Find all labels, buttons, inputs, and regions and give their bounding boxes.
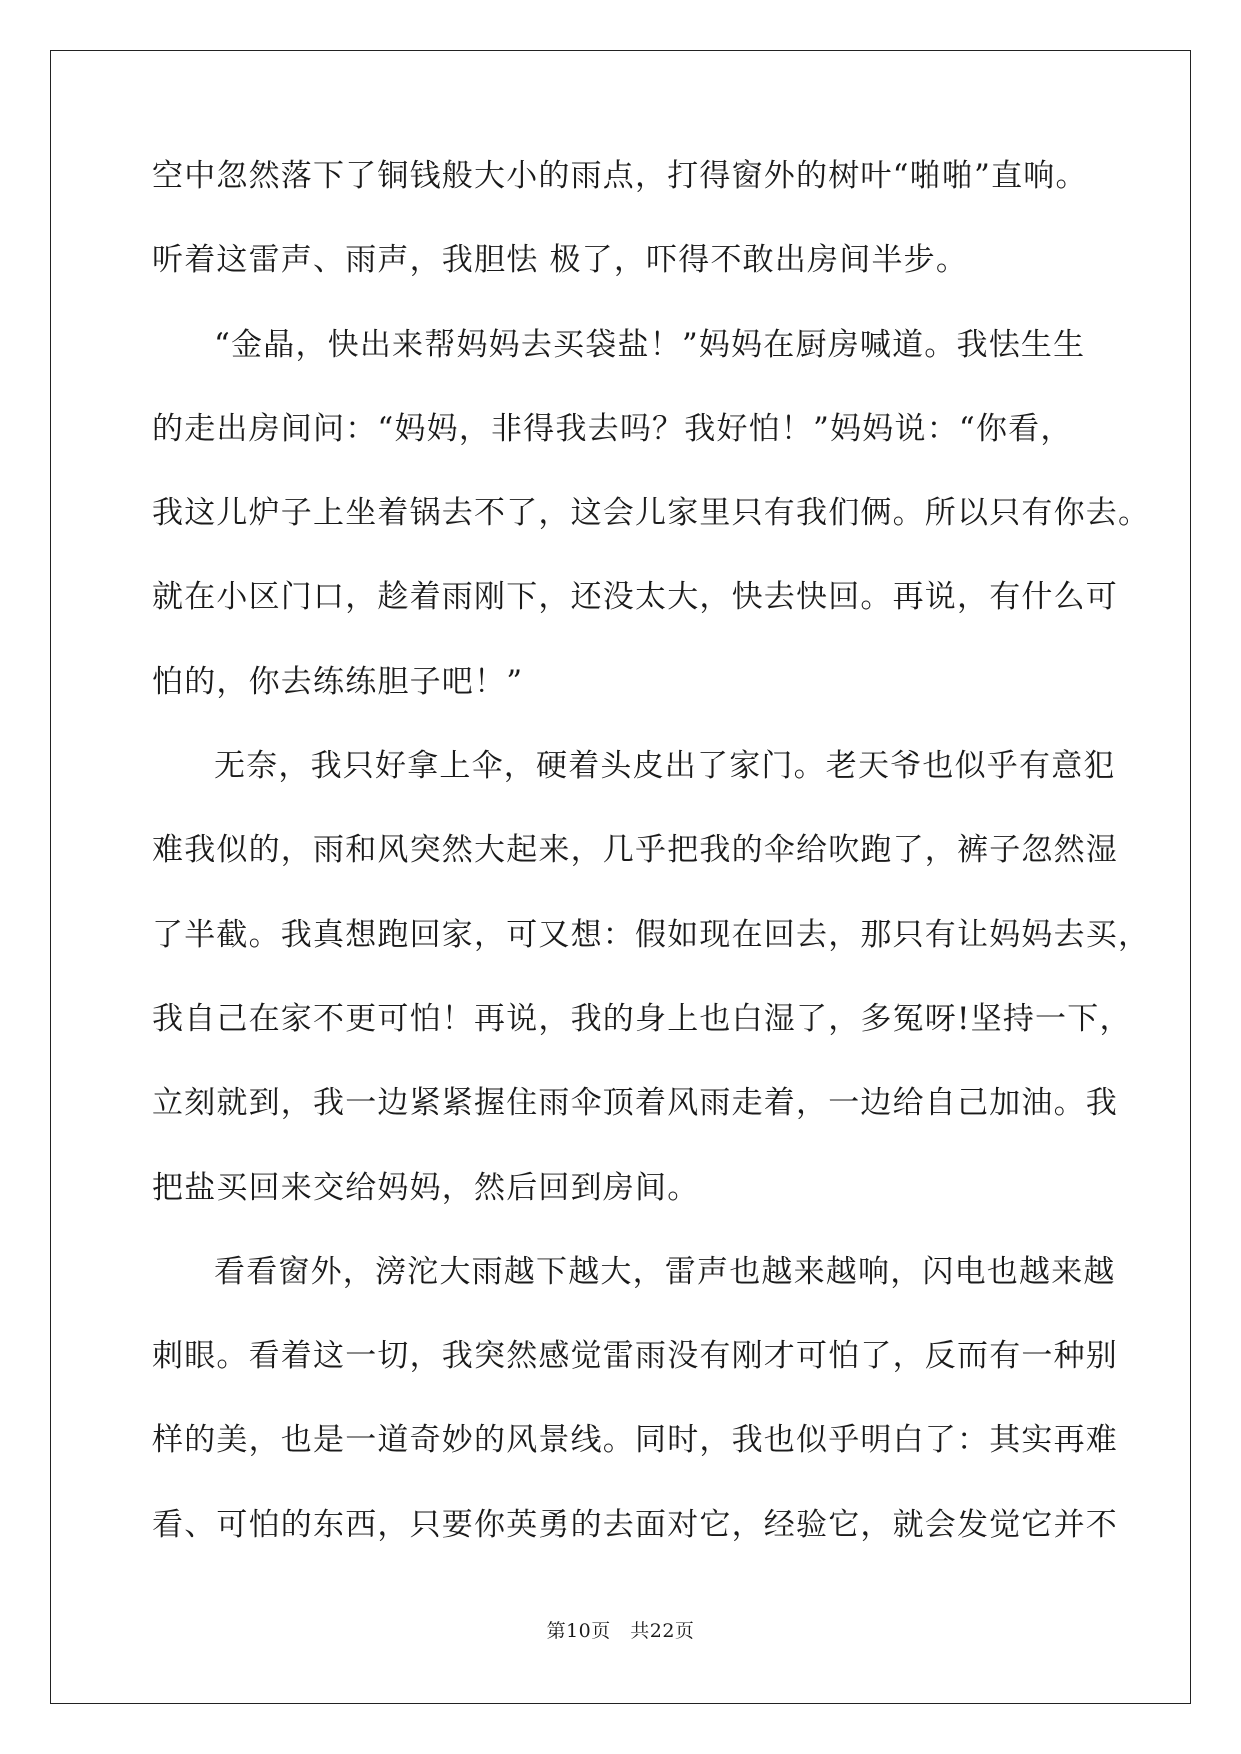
text-line: 我自己在家不更可怕！再说，我的身上也白湿了，多冤呀!坚持一下， <box>152 1000 1132 1037</box>
paragraph-start-line: “金晶，快出来帮妈妈去买袋盐！”妈妈在厨房喊道。我怯生生 <box>214 326 1086 363</box>
text-line: 立刻就到，我一边紧紧握住雨伞顶着风雨走着，一边给自己加油。我 <box>152 1085 1118 1122</box>
text-line: 难我似的，雨和风突然大起来，几乎把我的伞给吹跑了，裤子忽然湿 <box>152 832 1118 869</box>
text-line: 的走出房间问：“妈妈，非得我去吗？我好怕！”妈妈说：“你看， <box>152 410 1073 447</box>
page-number: 第10页 共22页 <box>546 1620 695 1642</box>
text-line: 就在小区门口，趁着雨刚下，还没太大，快去快回。再说，有什么可 <box>152 579 1118 616</box>
body-text <box>152 145 1151 1578</box>
text-line: 空中忽然落下了铜钱般大小的雨点，打得窗外的树叶“啪啪”直响。 <box>152 158 1088 194</box>
paragraph-start-line: 无奈，我只好拿上伞，硬着头皮出了家门。老天爷也似乎有意犯 <box>214 748 1116 785</box>
text-line: 刺眼。看着这一切，我突然感觉雷雨没有刚才可怕了，反而有一种别 <box>152 1338 1118 1375</box>
text-line: 样的美，也是一道奇妙的风景线。同时，我也似乎明白了：其实再难 <box>152 1422 1118 1459</box>
text-line: 把盐买回来交给妈妈，然后回到房间。 <box>152 1169 700 1206</box>
text-line: 听着这雷声、雨声，我胆怯 极了，吓得不敢出房间半步。 <box>152 242 969 279</box>
text-line: 我这儿炉子上坐着锅去不了，这会儿家里只有我们俩。所以只有你去。 <box>152 495 1151 532</box>
text-line: 了半截。我真想跑回家，可又想：假如现在回去，那只有让妈妈去买， <box>152 916 1151 953</box>
text-line: 看、可怕的东西，只要你英勇的去面对它，经验它，就会发觉它并不 <box>152 1506 1118 1543</box>
paragraph-start-line: 看看窗外，滂沱大雨越下越大，雷声也越来越响，闪电也越来越 <box>214 1253 1116 1290</box>
text-line: 怕的，你去练练胆子吧！” <box>152 663 524 700</box>
